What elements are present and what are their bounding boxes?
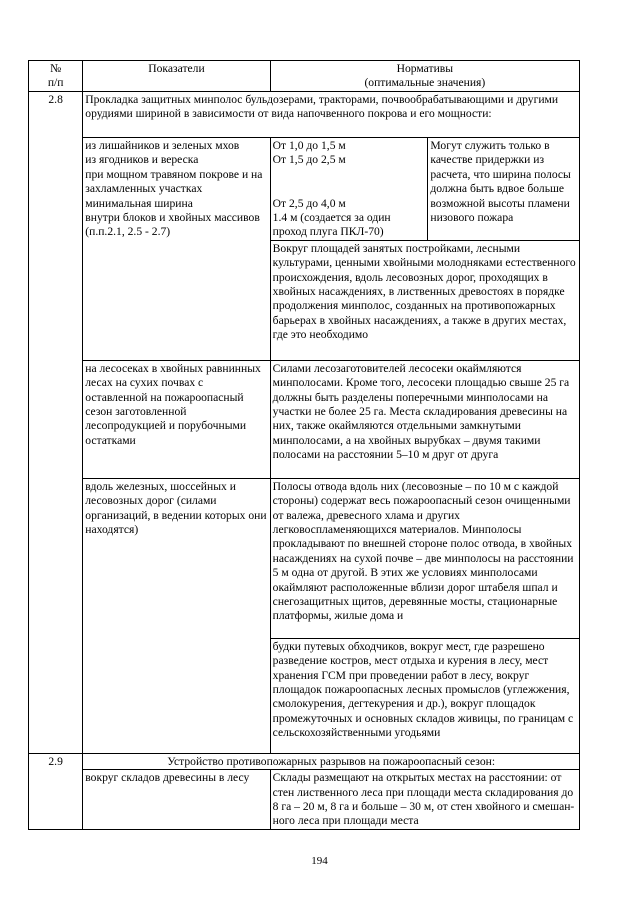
indicator-cutting-areas: на лесосеках в хвойных равнинных лесах на сухих почвах с оставленной на пожароопасный сезон заготовленной лесопродукцией и порубочными остатками <box>83 360 270 478</box>
indicator-timber-storage: вокруг складов древесины в лесу <box>83 770 270 830</box>
header-number: № п/п <box>29 61 83 92</box>
indicator-covers-text: из лишайников и зеленых мхов из ягодников и вереска при мощном травяном покрове и на захламленных участках минимальная ширина <box>85 139 263 210</box>
norm-roads-part1: Полосы отвода вдоль них (лесовозные – по 10 м с каждой стороны) содержат весь пожароопасный сезон очищенными от валежа, древесного хлама и других легковоспламеняющихся материалов. Минполосы прокладывают по внешней стороне полос отвода, в хвойных насаждениях на сухой почве – две минполосы на расстоянии 5 м одна от другой. В этих же условиях минполосами окаймляют расположенные вблизи дорог штабеля шпал и снегозащитных щитов, деревянные мосты, стационарные платформы, жилые дома и <box>270 478 579 638</box>
norms-table <box>28 60 580 830</box>
section-2-9-number: 2.9 <box>29 753 83 829</box>
table-row <box>29 138 580 241</box>
section-2-8-title-row <box>29 92 580 138</box>
norm-roads-part2: будки путевых обходчиков, вокруг мест, где разрешено разведение костров, мест отдыха и курения в лесу, мест хранения ГСМ при проведении работ в лесу, вокруг площадок пожароопасных лесных промыслов (углежжения, смолокурения, дегтекурения и др.), вокруг площадок промежуточных и основных складов живицы, по границам с сельскохозяйственными угодьями <box>270 638 579 753</box>
page-number: 194 <box>311 855 328 867</box>
width-values-a: От 1,0 до 1,5 м От 1,5 до 2,5 м <box>272 139 346 167</box>
table-row <box>29 478 580 638</box>
table-row <box>29 770 580 830</box>
norm-cutting-areas: Силами лесозаготовителей лесосеки окаймляются минполосами. Кроме того, лесосеки площадью свыше 25 га должны быть разделены поперечными минполосами на участки не более 25 га. Места складирования древесины на них, также окаймляются отдельными замкнутыми минполосами, а на хвойных вырубках – двумя такими полосами на расстоянии 5–10 м друг от друга <box>270 360 579 478</box>
section-2-8-title: Прокладка защитных минполос бульдозерами, тракторами, почвообрабатывающими и другими орудиями шириной в зависимости от вида напочвенного покрова и его мощности: <box>83 92 580 138</box>
norm-around-areas: Вокруг площадей занятых постройками, лесными культурами, ценными хвойными молодняками естественного происхождения, вдоль лесовозных дорог, проходящих в хвойных насаждениях, в лиственных древостоях в порядке продолжения минполос, созданных на противопожарных барьерах в хвойных насаждениях, а также в других местах, где это необходимо <box>270 240 579 360</box>
row-note: Могут служить только в качестве придержки из расчета, что ширина полосы должна быть вдвое больше возможной высоты пламени низового пожара <box>428 138 580 241</box>
row-width-values <box>270 138 428 241</box>
indicator-roads: вдоль железных, шоссейных и лесовозных дорог (силами организаций, в ведении которых они находятся) <box>83 478 270 753</box>
table-row <box>29 360 580 478</box>
section-2-9-title: Устройство противопожарных разрывов на пожароопасный сезон: <box>83 753 580 769</box>
header-indicators: Показатели <box>83 61 270 92</box>
header-norms: Нормативы (оптимальные значения) <box>270 61 579 92</box>
indicator-blocks-text: внутри блоков и хвойных массивов (п.п.2.1, 2.5 - 2.7) <box>85 211 260 239</box>
table-header-row <box>29 61 580 92</box>
norm-timber-storage: Склады размещают на открытых местах на расстоянии: от стен лиственного леса при площади места складирования до 8 га – 20 м, 8 га и больше – 30 м, от стен хвойного и смешан-ного леса при площади места <box>270 770 579 830</box>
section-2-8-number: 2.8 <box>29 92 83 754</box>
section-2-9-title-row <box>29 753 580 769</box>
width-values-b: От 2,5 до 4,0 м 1.4 м (создается за один проход плуга ПКЛ-70) <box>272 196 391 239</box>
row-indicator-covers <box>83 138 270 361</box>
